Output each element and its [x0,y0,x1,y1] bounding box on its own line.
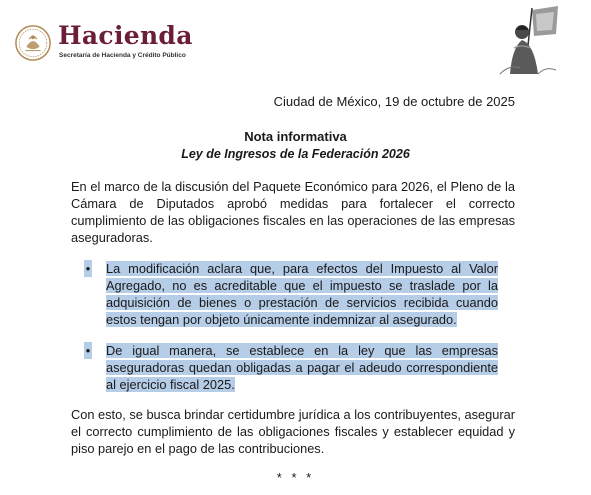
highlighted-bullet-text: De igual manera, se establece en la ley que las empresas aseguradoras quedan obligadas a pagar el adeudo correspondiente al ejercicio fiscal 2025. [106,343,498,392]
document-subtitle: Ley de Ingresos de la Federación 2026 [181,147,410,161]
highlighted-bullet-text: La modificación aclara que, para efectos del Impuesto al Valor Agregado, no es acreditable que el impuesto se traslade por la adquisición de bienes o prestación de servicios recibida cuando estos tengan por objeto únicamente indemnizar al asegurado. [106,261,498,327]
closing-asterisks: * * * [276,470,315,485]
document-header [0,0,591,80]
intro-paragraph: En el marco de la discusión del Paquete Económico para 2026, el Pleno de la Cámara de Diputados aprobó medidas para fortalecer el correcto cumplimiento de las obligaciones fiscales en las operaciones de las empresas aseguradoras. [71,179,515,245]
bullet-icon: • [85,261,91,276]
document-title: Nota informativa [244,129,347,144]
closing-paragraph: Con esto, se busca brindar certidumbre jurídica a los contribuyentes, asegurar el correcto cumplimiento de las obligaciones fiscales y establecer equidad y piso parejo en el pago de las contribuciones. [71,407,515,456]
document-date: Ciudad de México, 19 de octubre de 2025 [273,94,515,109]
brand-name: Hacienda [58,21,193,50]
national-seal-icon [14,24,52,62]
historical-figure-illustration [492,4,564,76]
bullet-icon: • [85,343,91,358]
brand-subtitle: Secretaría de Hacienda y Crédito Público [59,52,186,59]
